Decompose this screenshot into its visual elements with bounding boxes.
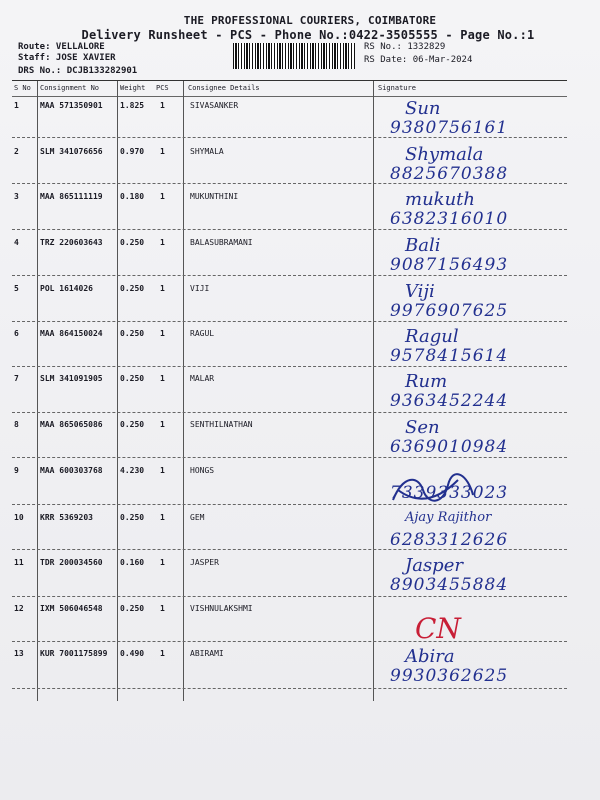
- row-signature-phone: 9363452244: [390, 391, 509, 411]
- row-weight: 1.825: [120, 101, 145, 110]
- row-separator: [12, 321, 567, 322]
- col-divider: [117, 81, 118, 701]
- row-signature-phone: 6283312626: [390, 530, 509, 550]
- row-weight: 0.250: [120, 513, 145, 522]
- col-divider: [373, 81, 374, 701]
- row-pcs: 1: [160, 558, 165, 567]
- row-separator: [12, 137, 567, 138]
- runsheet-subtitle: Delivery Runsheet - PCS - Phone No.:0422-3505555 - Page No.:1: [81, 28, 535, 42]
- header-top-rule: [12, 80, 567, 81]
- rs-number: RS No.: 1332829: [364, 42, 446, 52]
- row-signature-phone: 9578415614: [390, 346, 509, 366]
- signature-scribble-row-9: [388, 470, 478, 510]
- row-sno: 11: [14, 558, 24, 567]
- col-consignee: Consignee Details: [188, 84, 260, 92]
- row-signature-phone: 8903455884: [390, 575, 509, 595]
- row-separator: [12, 183, 567, 184]
- row-consignee-name: SENTHILNATHAN: [190, 420, 253, 429]
- row-sno: 10: [14, 513, 24, 522]
- row-signature-phone: 9380756161: [390, 118, 509, 138]
- row-signature-name: Bali: [405, 235, 441, 256]
- row-pcs: 1: [160, 329, 165, 338]
- row-consignment-no: TDR 200034560: [40, 558, 103, 567]
- row-consignment-no: KUR 7001175899: [40, 649, 108, 658]
- row-sno: 4: [14, 238, 19, 247]
- row-pcs: 1: [160, 101, 165, 110]
- row-weight: 0.160: [120, 558, 145, 567]
- row-signature-name: Sen: [405, 417, 440, 438]
- row-sno: 8: [14, 420, 19, 429]
- row-weight: 0.180: [120, 192, 145, 201]
- row-weight: 0.250: [120, 329, 145, 338]
- row-consignee-name: VIJI: [190, 284, 210, 293]
- row-signature-name: mukuth: [405, 189, 475, 210]
- row-signature-phone: 8825670388: [390, 164, 509, 184]
- row-signature-phone: 9976907625: [390, 301, 509, 321]
- row-consignment-no: KRR 5369203: [40, 513, 93, 522]
- row-sno: 6: [14, 329, 19, 338]
- row-consignment-no: SLM 341076656: [40, 147, 103, 156]
- row-signature-name: Rum: [405, 371, 448, 392]
- row-pcs: 1: [160, 374, 165, 383]
- row-separator: [12, 596, 567, 597]
- row-consignee-name: JASPER: [190, 558, 219, 567]
- row-pcs: 1: [160, 147, 165, 156]
- route-label: Route: VELLALORE: [18, 42, 105, 52]
- row-consignment-no: MAA 865065086: [40, 420, 103, 429]
- row-weight: 0.250: [120, 374, 145, 383]
- row-consignment-no: IXM 506046548: [40, 604, 103, 613]
- row-sno: 2: [14, 147, 19, 156]
- row-signature-phone: 9930362625: [390, 666, 509, 686]
- staff-label: Staff: JOSE XAVIER: [18, 53, 116, 63]
- row-weight: 0.490: [120, 649, 145, 658]
- row-consignee-name: SIVASANKER: [190, 101, 239, 110]
- row-pcs: 1: [160, 649, 165, 658]
- row-weight: 0.970: [120, 147, 145, 156]
- rs-date: RS Date: 06-Mar-2024: [364, 55, 473, 65]
- row-pcs: 1: [160, 420, 165, 429]
- row-weight: 0.250: [120, 604, 145, 613]
- row-consignment-no: MAA 600303768: [40, 466, 103, 475]
- col-sno: S No: [14, 84, 31, 92]
- row-weight: 0.250: [120, 420, 145, 429]
- row-consignment-no: SLM 341091905: [40, 374, 103, 383]
- row-signature-phone: 7339333023: [390, 483, 509, 503]
- row-separator: [12, 229, 567, 230]
- row-consignee-name: HONGS: [190, 466, 215, 475]
- row-signature-name: Viji: [405, 281, 435, 302]
- row-consignment-no: POL 1614026: [40, 284, 93, 293]
- row-separator: [12, 641, 567, 642]
- row-sno: 7: [14, 374, 19, 383]
- row-weight: 0.250: [120, 284, 145, 293]
- row-consignee-name: BALASUBRAMANI: [190, 238, 253, 247]
- row-signature-phone: 6369010984: [390, 437, 509, 457]
- col-consignment: Consignment No: [40, 84, 100, 92]
- col-divider: [183, 81, 184, 701]
- row-separator: [12, 457, 567, 458]
- row-consignee-name: GEM: [190, 513, 205, 522]
- row-consignment-no: MAA 864150024: [40, 329, 103, 338]
- row-pcs: 1: [160, 513, 165, 522]
- row-sno: 1: [14, 101, 19, 110]
- row-sno: 3: [14, 192, 19, 201]
- row-pcs: 1: [160, 604, 165, 613]
- col-weight: Weight: [120, 84, 146, 92]
- row-consignee-name: VISHNULAKSHMI: [190, 604, 253, 613]
- row-weight: 0.250: [120, 238, 145, 247]
- row-signature-name: Abira: [405, 646, 455, 667]
- header-bottom-rule: [12, 96, 567, 97]
- row-signature-phone: 6382316010: [390, 209, 509, 229]
- company-title: THE PROFESSIONAL COURIERS, COIMBATORE: [183, 14, 437, 27]
- row-separator: [12, 549, 567, 550]
- row-signature-name: Jasper: [405, 555, 463, 576]
- row-consignee-name: MALAR: [190, 374, 215, 383]
- row-pcs: 1: [160, 192, 165, 201]
- row-separator: [12, 688, 567, 689]
- row-pcs: 1: [160, 466, 165, 475]
- row-signature-name: Sun: [405, 98, 441, 119]
- row-separator: [12, 504, 567, 505]
- row-pcs: 1: [160, 284, 165, 293]
- row-separator: [12, 275, 567, 276]
- drs-number: DRS No.: DCJB133282901: [18, 66, 138, 76]
- col-pcs: PCS: [156, 84, 169, 92]
- row-signature-name: Shymala: [405, 144, 484, 165]
- row-sno: 5: [14, 284, 19, 293]
- row-signature-phone: 9087156493: [390, 255, 509, 275]
- cn-stamp: CN: [415, 612, 461, 645]
- col-divider: [37, 81, 38, 701]
- row-separator: [12, 366, 567, 367]
- row-consignment-no: MAA 571350901: [40, 101, 103, 110]
- row-sno: 13: [14, 649, 24, 658]
- row-consignee-name: ABIRAMI: [190, 649, 224, 658]
- row-consignee-name: MUKUNTHINI: [190, 192, 239, 201]
- col-signature: Signature: [378, 84, 416, 92]
- row-consignment-no: TRZ 220603643: [40, 238, 103, 247]
- row-separator: [12, 412, 567, 413]
- row-weight: 4.230: [120, 466, 145, 475]
- row-consignee-name: RAGUL: [190, 329, 215, 338]
- row-sno: 12: [14, 604, 24, 613]
- row-pcs: 1: [160, 238, 165, 247]
- barcode: [233, 43, 355, 69]
- row-consignment-no: MAA 865111119: [40, 192, 103, 201]
- row-sno: 9: [14, 466, 19, 475]
- row-signature-name: Ragul: [405, 326, 459, 347]
- row-signature-name: Ajay Rajithor: [405, 510, 492, 525]
- row-consignee-name: SHYMALA: [190, 147, 224, 156]
